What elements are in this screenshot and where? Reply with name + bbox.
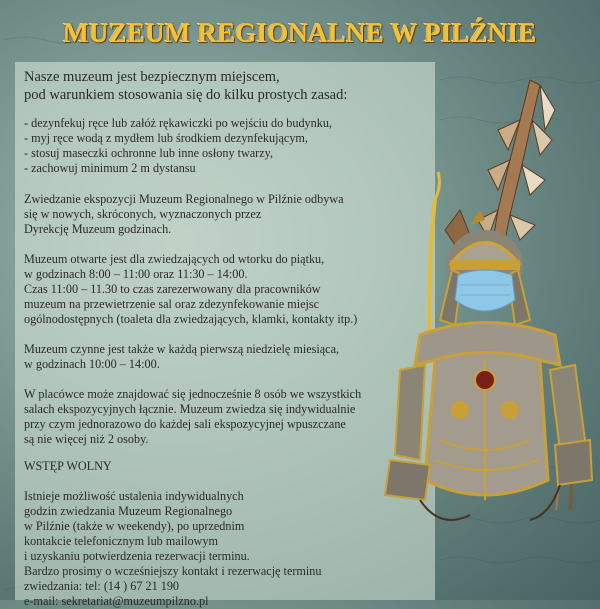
capacity-text: są nie więcej niż 2 osoby. xyxy=(24,432,149,446)
page-title: MUZEUM REGIONALNE W PILŹNIE xyxy=(63,18,537,48)
hours-text: muzeum na przewietrzenie sal oraz zdezynfekowanie miejsc xyxy=(24,297,320,311)
rule-item: - zachowuj minimum 2 m dystansu xyxy=(24,161,196,175)
contact-text: Bardzo prosimy o wcześniejszy kontakt i rezerwację terminu xyxy=(24,564,322,578)
contact-text: i uzyskaniu potwierdzenia rezerwacji terminu. xyxy=(24,549,250,563)
rule-item: - dezynfekuj ręce lub załóż rękawiczki po wejściu do budynku, xyxy=(24,116,332,130)
capacity-text: salach ekspozycyjnych łącznie. Muzeum zwiedza się indywidualnie xyxy=(24,402,356,416)
sightseeing-text: Zwiedzanie ekspozycji Muzeum Regionalnego w Pilźnie odbywa xyxy=(24,192,344,206)
rule-item: - stosuj maseczki ochronne lub inne osłony twarzy, xyxy=(24,146,273,160)
face-mask xyxy=(455,270,515,311)
sunday-text: Muzeum czynne jest także w każdą pierwszą niedzielę miesiąca, xyxy=(24,342,340,356)
info-text xyxy=(24,68,424,609)
contact-text: Istnieje możliwość ustalenia indywidualnych xyxy=(24,489,244,503)
hours-text: ogólnodostępnych (toaleta dla zwiedzających, klamki, kontakty itp.) xyxy=(24,312,358,326)
hours-text: w godzinach 8:00 – 11:00 oraz 11:30 – 14:00. xyxy=(24,267,248,281)
sightseeing-text: się w nowych, skróconych, wyznaczonych przez xyxy=(24,207,262,221)
cuirass xyxy=(415,323,560,501)
contact-text: w Pilźnie (także w weekendy), po uprzednim xyxy=(24,519,245,533)
intro-line-2: pod warunkiem stosowania się do kilku prostych zasad: xyxy=(24,87,348,103)
contact-text: kontakcie telefonicznym lub mailowym xyxy=(24,534,218,548)
capacity-text: W placówce może znajdować się jednocześnie 8 osób we wszystkich xyxy=(24,387,362,401)
contact-email: e-mail: sekretariat@muzeumpilzno.pl xyxy=(24,594,209,608)
capacity-text: przy czym jednorazowo do każdej sali ekspozycyjnej wpuszczane xyxy=(24,417,346,431)
admission-text: WSTĘP WOLNY xyxy=(24,459,112,473)
contact-text: godzin zwiedzania Muzeum Regionalnego xyxy=(24,504,233,518)
intro-line-1: Nasze muzeum jest bezpiecznym miejscem, xyxy=(24,69,280,85)
sunday-text: w godzinach 10:00 – 14:00. xyxy=(24,357,160,371)
hours-text: Muzeum otwarte jest dla zwiedzających od wtorku do piątku, xyxy=(24,252,325,266)
contact-phone: zwiedzania: tel: (14 ) 67 21 190 xyxy=(24,579,180,593)
rule-item: - myj ręce wodą z mydłem lub środkiem dezynfekującym, xyxy=(24,131,308,145)
hours-text: Czas 11:00 – 11.30 to czas zarezerwowany dla pracowników xyxy=(24,282,321,296)
sightseeing-text: Dyrekcję Muzeum godzinach. xyxy=(24,222,172,236)
